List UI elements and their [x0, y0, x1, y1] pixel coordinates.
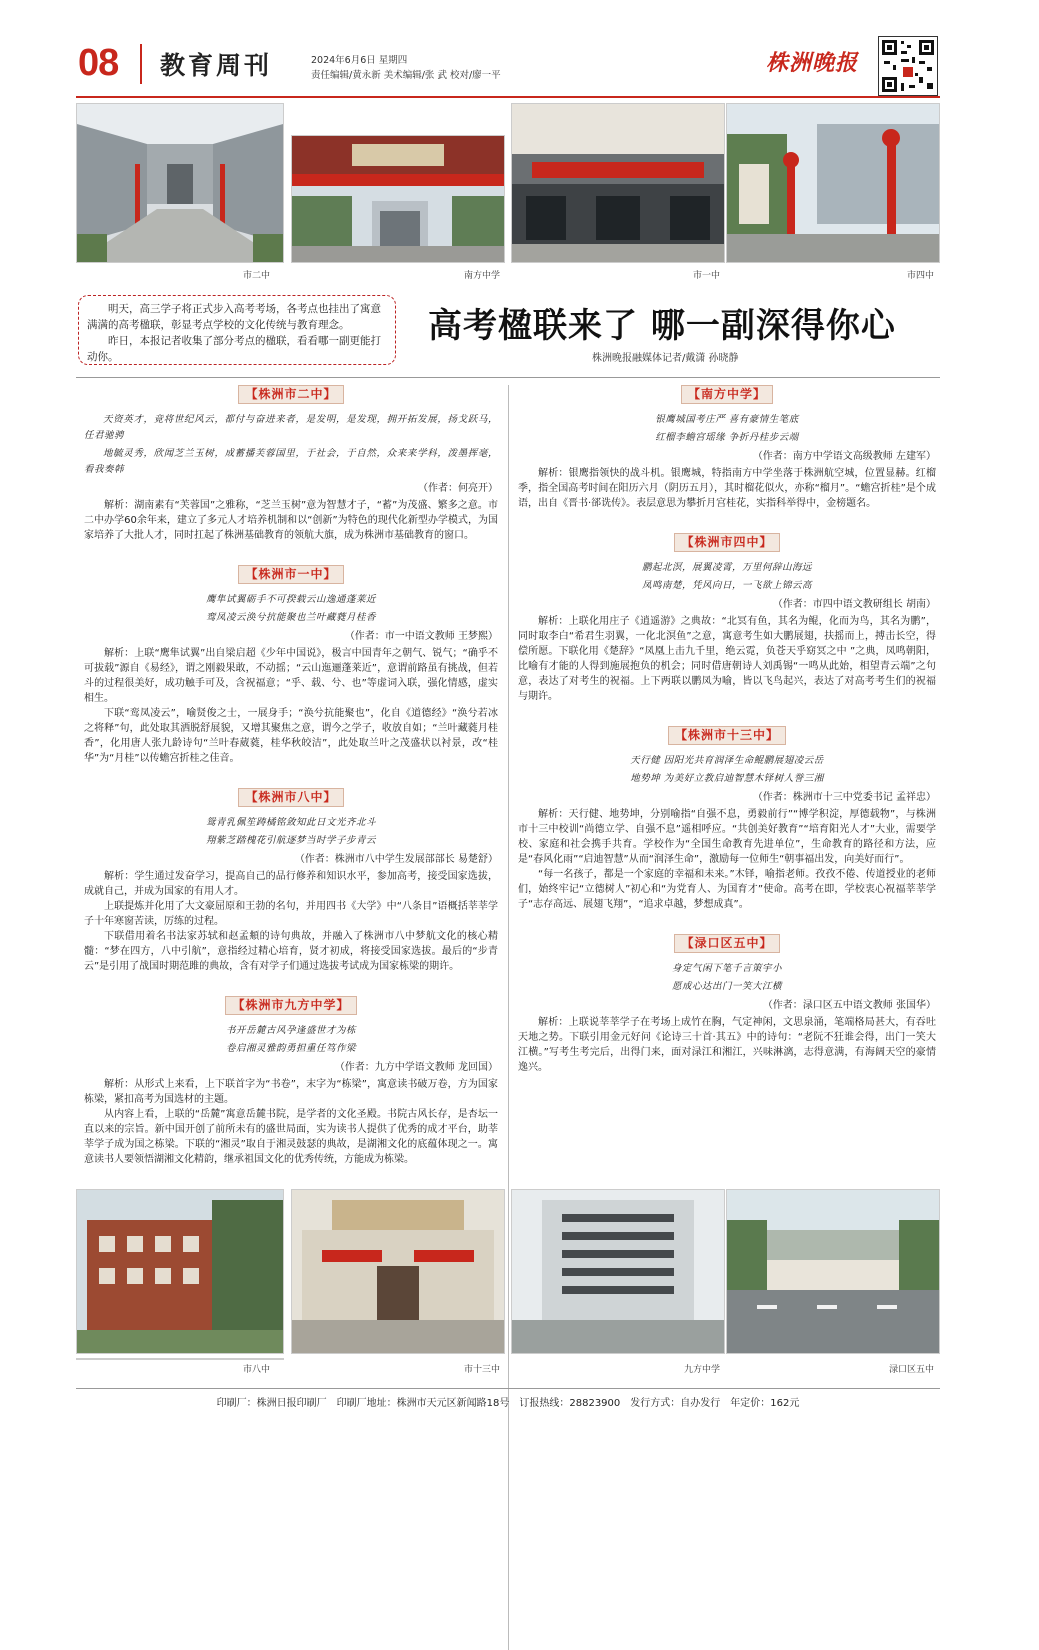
- couplet-line: 天资英才，竞将世纪风云，都付与奋进来者，是发明，是发现，拥开拓发展，扬戈跃马，任君驰骋: [84, 414, 498, 441]
- caption: 市四中: [906, 271, 934, 281]
- section-divider: [76, 377, 940, 378]
- couplet-line: 鸾凤凌云涣兮抗能聚也兰叶藏蕤月桂香: [205, 612, 376, 623]
- footer-rule: [76, 1388, 940, 1389]
- couplet-line: 天行健 因阳光共育润泽生命鲲鹏展翅凌云岳: [630, 755, 824, 766]
- school-name: 【株洲市八中】: [238, 788, 343, 807]
- analysis-paragraph: 下联“鸾凤凌云”，喻贤俊之士，一展身手；“涣兮抗能聚也”，化自《道德经》“涣兮若冰之将释”句，此处取其洒脱舒展貌，又增其聚焦之意，谓今之学子，收放自如；“兰叶藏蕤月桂香”，化用唐人张九龄诗句“兰叶春葳蕤，桂华秋皎洁”，此处取兰叶之茂盛状以衬景，改“桂华”为“月桂”以传蟾宫折桂之佳音。: [84, 708, 498, 764]
- school-name: 【南方中学】: [681, 385, 773, 404]
- article-block: [518, 726, 936, 912]
- date-line: 2024年6月6日 星期四: [311, 55, 408, 66]
- article-block: [518, 934, 936, 1075]
- intro-box: [78, 295, 396, 365]
- photo-jiufang: [511, 1189, 725, 1354]
- analysis-paragraph: 解析：天行健、地势坤，分别喻指“自强不息，勇毅前行”“博学积淀，厚德载物”，与株洲市十三中校训“尚德立学、自强不息”遥相呼应。“共创美好教育”“培育阳光人才”大业，需要学校、家庭和社会携手共育。学校作为“全国生命教育先进单位”，生命教育的路径和方法，应是“春风化雨”“启迪智慧”从而“润泽生命”，激励每一位师生“朝事福出发，向美好而行”。: [518, 809, 936, 865]
- school-heading: [84, 788, 498, 807]
- header-divider: [140, 44, 142, 84]
- analysis-paragraph: 从内容上看，上联的“岳麓”寓意岳麓书院，是学者的文化圣殿。书院古风长存，是杏坛一直以来的宗旨。新中国开创了前所未有的盛世局面，实为读书人提供了优秀的成才平台，助莘莘学子成为国之栋梁。下联的“湘灵”取自于湘灵鼓瑟的典故，是湖湘文化的底蕴体现之一。寓意读书人要领悟湖湘文化精韵，继承祖国文化的优秀传统，方能成为栋梁。: [84, 1109, 498, 1165]
- author-credit: （作者：何亮开）: [418, 483, 498, 494]
- analysis-paragraph: 解析：湖南素有“芙蓉国”之雅称，“芝兰玉树”意为智慧才子，“蓄”为茂盛、繁多之意。市二中办学60余年来，建立了多元人才培养机制和以“创新”为特色的现代化新型办学模式，为国家培养了大批人才，同时扛起了株洲基础教育的领航大旗，成为株洲市基础教育的窗口。: [84, 500, 498, 541]
- couplet-line: 身定气闲下笔千言策宇小: [671, 963, 782, 974]
- couplet-line: 鹏起北溟，展翼凌霄，万里何辞山海远: [641, 562, 812, 573]
- couplet-line: 鹰隼试翼砺手不可揆载云山逸通蓬莱近: [205, 594, 376, 605]
- article-block: [84, 565, 498, 766]
- author-credit: （作者：南方中学语文高级教师 左建军）: [752, 451, 936, 462]
- headline: 高考楹联来了 哪一副深得你心: [428, 306, 896, 346]
- author-credit: （作者：株洲市八中学生发展部部长 易楚舒）: [294, 854, 498, 865]
- school-heading: [84, 565, 498, 584]
- couplet-line: 翔紫芝踏槐花引航逐梦当时学子步青云: [205, 835, 376, 846]
- intro-text: 昨日，本报记者收集了部分考点的楹联，看看哪一副更能打动你。: [87, 335, 381, 363]
- photo-school-2: [76, 103, 284, 263]
- caption: 渌口区五中: [888, 1365, 934, 1375]
- school-name: 【株洲市一中】: [238, 565, 343, 584]
- analysis-paragraph: “每一名孩子，都是一个家庭的幸福和未来。”木铎，喻指老师。孜孜不倦、传道授业的老师们，始终牢记“立德树人”初心和“为党育人、为国育才”使命。高考在即，学校衷心祝福莘莘学子“志存高远、展翅飞翔”，“追求卓越，梦想成真”。: [518, 869, 936, 910]
- caption: 市八中: [242, 1365, 270, 1375]
- school-heading: [84, 385, 498, 404]
- couplet-line: 书开岳麓古风孕逢盛世才为栋: [225, 1025, 356, 1036]
- caption: 市二中: [242, 271, 270, 281]
- school-heading: [518, 934, 936, 953]
- article-block: [518, 533, 936, 704]
- analysis-paragraph: 解析：上联“鹰隼试翼”出自梁启超《少年中国说》，极言中国青年之朝气、锐气；“确乎不可拔载”源自《易经》，谓之刚毅果敢，不动摇；“云山迤逦蓬莱近”，意谓前路虽有挑战，但若斗的过程很美好，成功触手可及，含祝福意；“乎、载、兮、也”等虚词入联，强化情感，虚实相生。: [84, 648, 498, 704]
- newspaper-logo: 株洲晚报: [765, 50, 858, 76]
- column-divider: [508, 385, 509, 1650]
- school-name: 【株洲市十三中】: [668, 726, 786, 745]
- couplet-line: 愿成心达出门一笑大江横: [671, 981, 782, 992]
- photo-nanfang: [291, 135, 505, 263]
- article-block: [84, 385, 498, 543]
- couplet-line: 银鹰城国考庄严 喜有豪情生笔底: [655, 414, 799, 425]
- article-block: [84, 996, 498, 1167]
- photo-school-1: [511, 103, 725, 263]
- qr-code-icon: [878, 36, 938, 96]
- couplet-line: 红榴李蟾宫瑶缘 争折丹桂步云端: [655, 432, 799, 443]
- analysis-paragraph: 上联提炼并化用了大文豪屈原和王勃的名句，并用四书《大学》中“八条目”语概括莘莘学子十年寒窗苦读，厉练的过程。: [84, 901, 498, 927]
- analysis-paragraph: 解析：上联化用庄子《逍遥游》之典故：“北冥有鱼，其名为鲲，化而为鸟，其名为鹏”，同时取李白“希君生羽翼，一化北溟鱼”之意，寓意考生如大鹏展翅，扶摇而上，搏击长空，得偿所愿。下联化用《楚辞》“凤凰上击九千里，绝云霓，负苍天乎窈冥之中 ”之典，凤鸣朝阳，比喻有才能的人得到施展抱负的机会；同时借唐朝诗人刘禹锡“一鸣从此始，相望青云端”之句意，表达了对考生的祝福。上下两联以鹏凤为喻，皆以飞鸟起兴，表达了对高考考生们的祝福与期许。: [518, 616, 936, 702]
- caption: 南方中学: [463, 271, 500, 281]
- intro-text: 明天，高三学子将正式步入高考考场，各考点也挂出了寓意满满的高考楹联，彰显考点学校的文化传统与教育理念。: [87, 303, 381, 331]
- byline: 株洲晚报融媒体记者/戴潇 孙晓静: [592, 353, 739, 364]
- article-block: [84, 788, 498, 974]
- author-credit: （作者：市四中语文教研组长 胡南）: [772, 599, 936, 610]
- analysis-paragraph: 解析：从形式上来看，上下联首字为“书卷”，末字为“栋梁”，寓意读书破万卷，方为国家栋梁，紧扣高考为国选材的主题。: [84, 1079, 498, 1105]
- caption: 市十三中: [463, 1365, 500, 1375]
- page-number: 08: [78, 42, 119, 84]
- caption: 市一中: [692, 271, 720, 281]
- school-heading: [84, 996, 498, 1015]
- couplet-line: 鸳青乳佩笙踌橘铭敛知此日文光齐北斗: [205, 817, 376, 828]
- photo-school-13: [291, 1189, 505, 1354]
- left-column: [84, 385, 498, 1181]
- section-title: 教育周刊: [160, 51, 273, 80]
- school-name: 【株洲市四中】: [674, 533, 779, 552]
- author-credit: （作者：九方中学语文教师 龙回国）: [334, 1062, 498, 1073]
- photo-school-8: [76, 1189, 284, 1354]
- couplet-line: 凤鸣南楚，凭风向日，一飞欲上锦云高: [641, 580, 812, 591]
- caption: 九方中学: [683, 1365, 720, 1375]
- article-block: [518, 385, 936, 511]
- couplet-line: 卷启湘灵雅韵勇担重任笃作梁: [225, 1043, 356, 1054]
- analysis-paragraph: 解析：银鹰指领快的战斗机。银鹰城，特指南方中学坐落于株洲航空城，位置显赫。红榴季，指全国高考时间在阳历六月（阴历五月），其时榴花似火，亦称“榴月”。“蟾宫折桂”是个成语，出自《晋书·郤诜传》。表层意思为攀折月宫桂花，实指科举得中，金榜题名。: [518, 468, 936, 509]
- school-heading: [518, 533, 936, 552]
- analysis-paragraph: 解析：学生通过发奋学习，提高自己的品行修养和知识水平，参加高考，接受国家选拔，成就自己，并成为国家的有用人才。: [84, 871, 498, 897]
- school-heading: [518, 385, 936, 404]
- school-name: 【株洲市九方中学】: [225, 996, 356, 1015]
- author-credit: （作者：株洲市十三中党委书记 孟祥忠）: [752, 792, 936, 803]
- school-heading: [518, 726, 936, 745]
- photo-lukou-5: [726, 1189, 940, 1354]
- school-name: 【株洲市二中】: [238, 385, 343, 404]
- analysis-paragraph: 下联借用着名书法家苏轼和赵孟頫的诗句典故，并融入了株洲市八中梦航文化的核心精髓：“梦在四方，八中引航”，意指经过精心培育，贤才初成，将接受国家选拔。最后的“步青云”是引用了战国时期范雎的典故，含有对学子们通过选拔考试成为国家栋梁的期许。: [84, 931, 498, 972]
- analysis-paragraph: 解析：上联说莘莘学子在考场上成竹在胸，气定神闲，文思泉涌，笔端格局甚大，有吞吐天地之势。下联引用金元好问《论诗三十首·其五》中的诗句：“老阮不狂谁会得，出门一笑大江横。”写考生考完后，出得门来，面对渌江和湘江，兴味淋漓，志得意满，有海阔天空的豪情逸兴。: [518, 1017, 936, 1073]
- author-credit: （作者：渌口区五中语文教师 张国华）: [762, 1000, 936, 1011]
- header-rule: [76, 96, 940, 98]
- couplet-line: 地势坤 为美好立教启迪智慧木铎树人誉三湘: [630, 773, 824, 784]
- right-column: [518, 385, 936, 1089]
- editors-line: 责任编辑/黄永新 美术编辑/张 武 校对/廖一平: [311, 70, 501, 81]
- photo-school-4: [726, 103, 940, 263]
- spacer: [76, 1358, 284, 1360]
- footer-info: 印刷厂：株洲日报印刷厂 印刷厂地址：株洲市天元区新闻路18号 订报热线：28823900 发行方式：自办发行 年定价：162元: [216, 1398, 800, 1409]
- author-credit: （作者：市一中语文教师 王梦熙）: [344, 631, 498, 642]
- school-name: 【渌口区五中】: [674, 934, 779, 953]
- couplet-line: 地毓灵秀，欣闻芝兰玉树，成蓄播芙蓉国里，于社会，于自然，众来来学科，泼墨挥毫，看我奏韩: [84, 448, 498, 475]
